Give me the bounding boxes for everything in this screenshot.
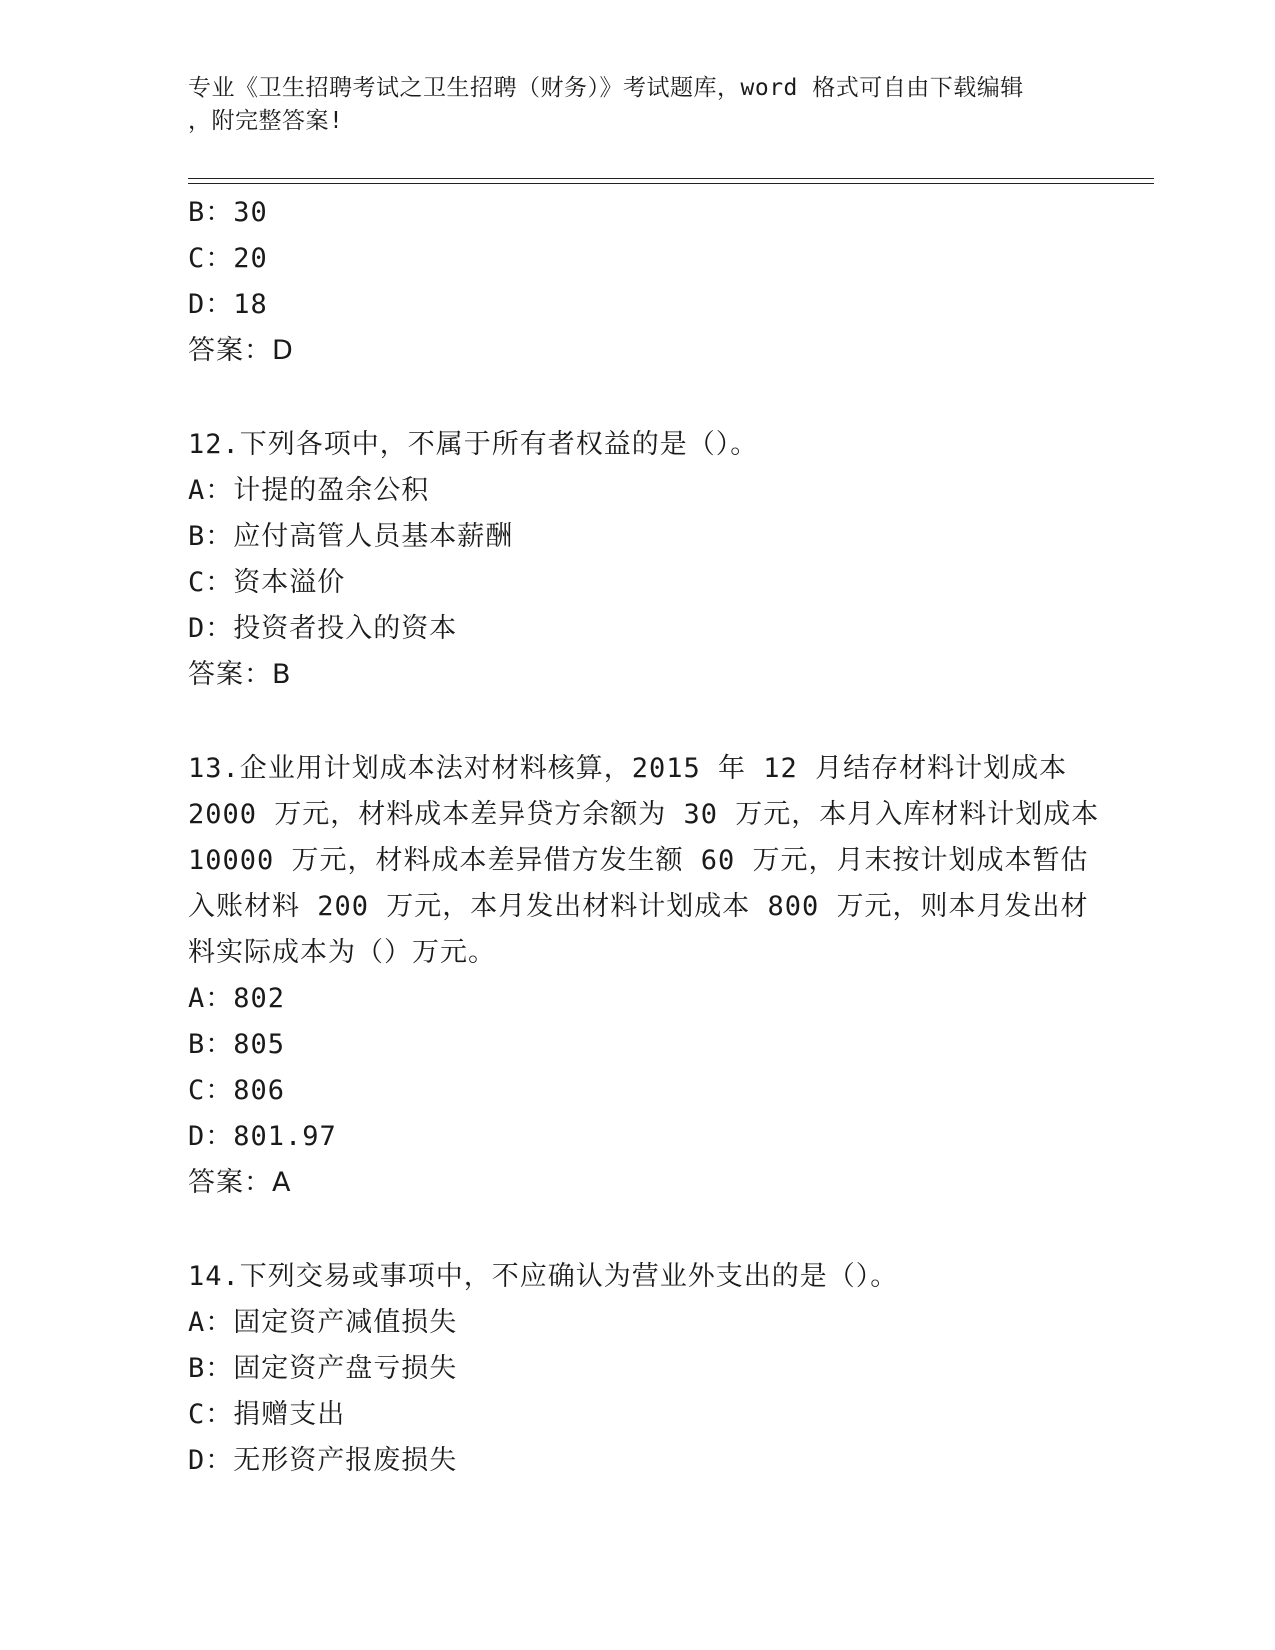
header-line-2: ，附完整答案! (188, 108, 344, 134)
header-line-1: 专业《卫生招聘考试之卫生招聘（财务）》考试题库，word 格式可自由下载编辑 (188, 75, 1024, 101)
option-b: B：805 (188, 1029, 286, 1060)
question-stem-line: 10000 万元，材料成本差异借方发生额 60 万元，月末按计划成本暂估 (188, 845, 1089, 876)
answer: 答案：B (188, 659, 292, 690)
document-header (188, 72, 1088, 138)
option-d: D：投资者投入的资本 (188, 613, 458, 644)
answer: 答案：D (188, 335, 294, 366)
option-b: B：30 (188, 197, 268, 228)
option-c: C：806 (188, 1075, 286, 1106)
question-stem-line: 料实际成本为（）万元。 (188, 937, 496, 968)
option-a: A：802 (188, 983, 286, 1014)
option-c: C：20 (188, 243, 268, 274)
question-stem: 12.下列各项中，不属于所有者权益的是（）。 (188, 429, 759, 460)
option-d: D：18 (188, 289, 268, 320)
question-list (188, 190, 1100, 1484)
header-divider-top (188, 178, 1154, 179)
question-stem-line: 入账材料 200 万元，本月发出材料计划成本 800 万元，则本月发出材 (188, 891, 1089, 922)
question-stem-line: 2000 万元，材料成本差异贷方余额为 30 万元，本月入库材料计划成本 (188, 799, 1100, 830)
option-d: D：801.97 (188, 1121, 337, 1152)
question-stem: 14.下列交易或事项中，不应确认为营业外支出的是（）。 (188, 1261, 899, 1292)
option-a: A：计提的盈余公积 (188, 475, 430, 506)
option-b: B：应付高管人员基本薪酬 (188, 521, 514, 552)
option-d: D：无形资产报废损失 (188, 1445, 458, 1476)
question-stem-line: 13.企业用计划成本法对材料核算，2015 年 12 月结存材料计划成本 (188, 753, 1068, 784)
option-c: C：资本溢价 (188, 567, 346, 598)
answer: 答案：A (188, 1167, 292, 1198)
question-14 (188, 1254, 1088, 1484)
option-a: A：固定资产减值损失 (188, 1307, 458, 1338)
header-divider-bottom (188, 183, 1154, 184)
option-c: C：捐赠支出 (188, 1399, 346, 1430)
question-11-tail (188, 190, 1088, 374)
question-12 (188, 422, 1088, 698)
option-b: B：固定资产盘亏损失 (188, 1353, 458, 1384)
question-13 (188, 746, 1100, 1206)
